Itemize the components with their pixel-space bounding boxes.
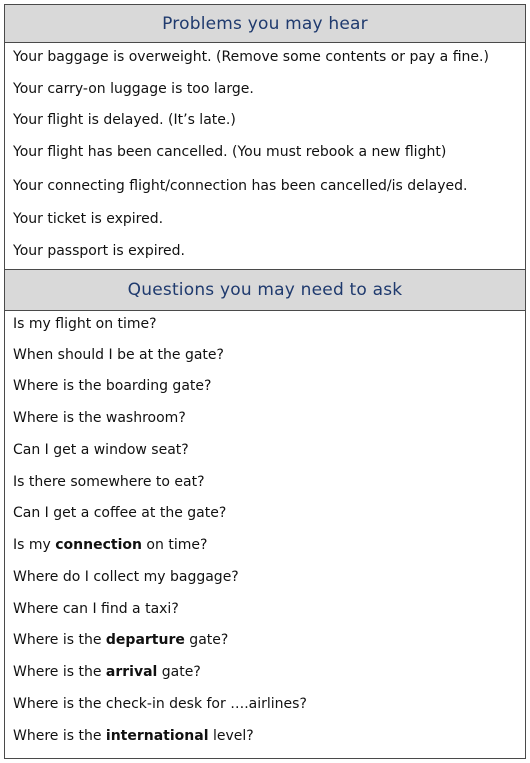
row-text: Where is the boarding gate? xyxy=(13,378,212,394)
row-text: Can I get a window seat? xyxy=(13,442,189,458)
row-text: level? xyxy=(208,728,254,744)
row-text: Where can I find a taxi? xyxy=(13,601,179,617)
row-text: Where do I collect my baggage? xyxy=(13,569,239,585)
question-row xyxy=(5,727,525,745)
row-text: Is my flight on time? xyxy=(13,316,157,332)
question-row xyxy=(5,441,525,459)
problem-row xyxy=(5,177,525,195)
question-row xyxy=(5,695,525,713)
emphasized-term: arrival xyxy=(105,664,158,680)
row-text: gate? xyxy=(184,632,229,648)
problem-row xyxy=(5,48,525,66)
row-text: Where is the check-in desk for ….airlines? xyxy=(13,696,307,712)
question-row xyxy=(5,600,525,618)
row-text: When should I be at the gate? xyxy=(13,347,224,363)
emphasized-term: departure xyxy=(105,632,185,648)
question-row xyxy=(5,631,525,649)
row-text: gate? xyxy=(157,664,201,680)
section-title-questions: Questions you may need to ask xyxy=(5,269,525,311)
question-row xyxy=(5,315,525,333)
row-text: Where is the xyxy=(13,664,106,680)
row-text: Your baggage is overweight. (Remove some contents or pay a fine.) xyxy=(13,49,489,65)
question-row xyxy=(5,346,525,364)
phrase-table xyxy=(4,4,526,759)
row-text: Your carry-on luggage is too large. xyxy=(13,81,254,97)
section-title-problems: Problems you may hear xyxy=(5,5,525,43)
question-row xyxy=(5,536,525,554)
row-text: Is there somewhere to eat? xyxy=(13,474,205,490)
emphasized-term: international xyxy=(105,728,209,744)
row-text: Where is the xyxy=(13,632,106,648)
problem-row xyxy=(5,80,525,98)
row-text: on time? xyxy=(141,537,208,553)
question-row xyxy=(5,473,525,491)
problem-row xyxy=(5,242,525,260)
question-row xyxy=(5,504,525,522)
problem-row xyxy=(5,143,525,161)
row-text: Your connecting flight/connection has been cancelled/is delayed. xyxy=(13,178,468,194)
row-text: Can I get a coffee at the gate? xyxy=(13,505,227,521)
question-row xyxy=(5,409,525,427)
question-row xyxy=(5,377,525,395)
problem-row xyxy=(5,111,525,129)
row-text: Your flight is delayed. (It’s late.) xyxy=(13,112,236,128)
question-row xyxy=(5,663,525,681)
problem-row xyxy=(5,210,525,228)
row-text: Where is the xyxy=(13,728,106,744)
question-row xyxy=(5,568,525,586)
row-text: Is my xyxy=(13,537,56,553)
row-text: Your ticket is expired. xyxy=(13,211,164,227)
row-text: Where is the washroom? xyxy=(13,410,186,426)
row-text: Your passport is expired. xyxy=(13,243,185,259)
row-text: Your flight has been cancelled. (You must rebook a new flight) xyxy=(13,144,447,160)
emphasized-term: connection xyxy=(55,537,142,553)
